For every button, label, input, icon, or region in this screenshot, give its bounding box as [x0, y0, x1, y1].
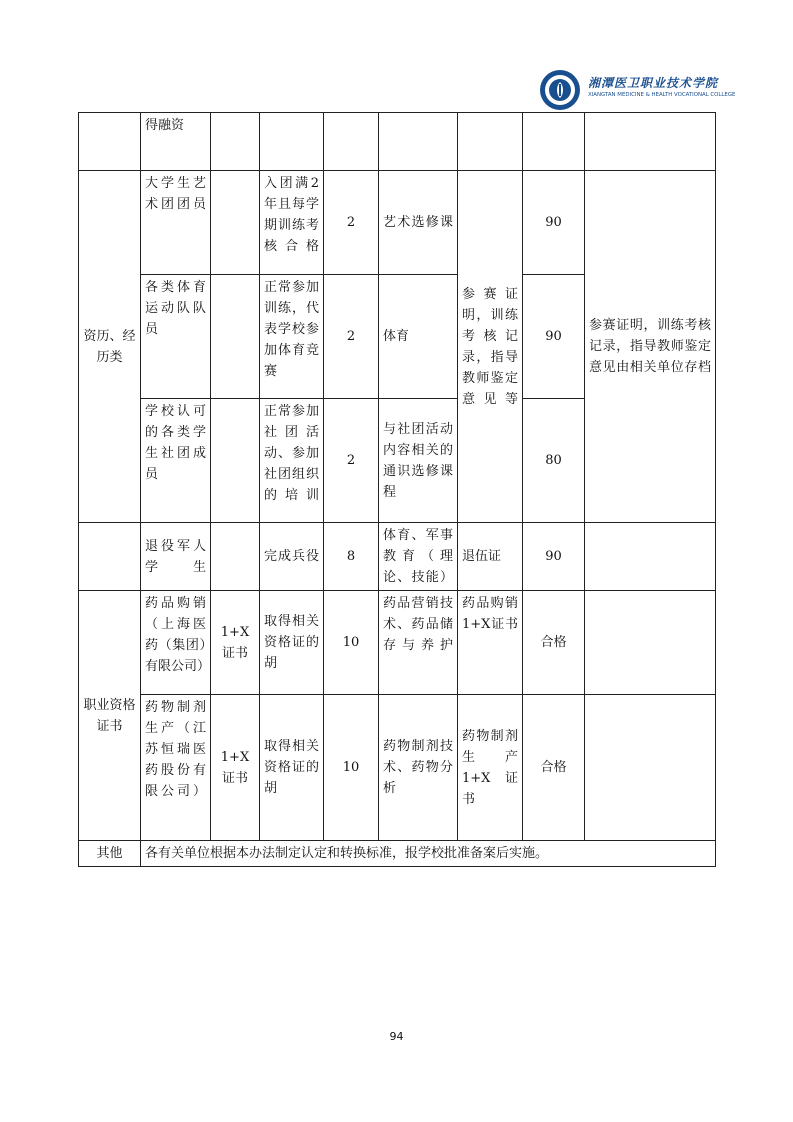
note-cell: 参赛证明，训练考核记录，指导教师鉴定意见由相关单位存档	[585, 171, 716, 523]
table-row	[79, 171, 716, 275]
category-cell: 其他	[79, 841, 141, 867]
evidence-cell: 药品购销 1+X证书	[458, 591, 523, 695]
score-cell: 90	[523, 275, 585, 399]
table-cell	[211, 399, 260, 523]
table-cell	[324, 113, 379, 171]
table-cell	[211, 113, 260, 171]
evidence-cell: 药物制剂生产 1+X 证书	[458, 695, 523, 841]
logo-text: 湘潭医卫职业技术学院	[588, 76, 719, 90]
credit-cell: 2	[324, 171, 379, 275]
table-row	[79, 841, 716, 867]
requirement-cell: 入团满2年且每学期训练考核合格	[260, 171, 324, 275]
requirement-cell: 取得相关资格证的胡	[260, 591, 324, 695]
course-cell: 与社团活动内容相关的通识选修课程	[379, 399, 458, 523]
course-cell: 药品营销技术、药品储存与养护	[379, 591, 458, 695]
table-cell	[585, 591, 716, 695]
table-cell	[523, 113, 585, 171]
credit-cell: 2	[324, 399, 379, 523]
table-cell	[458, 113, 523, 171]
requirement-cell: 取得相关资格证的胡	[260, 695, 324, 841]
table-cell	[585, 113, 716, 171]
table-cell	[379, 113, 458, 171]
table-cell	[79, 113, 141, 171]
table-cell	[211, 171, 260, 275]
item-name-cell: 药物制剂生产（江苏恒瑞医药股份有限公司）	[141, 695, 211, 841]
logo-subtitle: XIANGTAN MEDICINE & HEALTH VOCATIONAL COLLEGE	[588, 92, 736, 98]
table-row	[79, 113, 716, 171]
score-cell: 80	[523, 399, 585, 523]
item-name-cell: 学校认可的各类学生社团成员	[141, 399, 211, 523]
credit-conversion-table	[78, 112, 716, 867]
requirement-cell: 正常参加社团活动、参加社团组织的培训	[260, 399, 324, 523]
table-row	[79, 695, 716, 841]
table-cell	[79, 523, 141, 591]
course-cell: 药物制剂技术、药物分析	[379, 695, 458, 841]
score-cell: 90	[523, 171, 585, 275]
item-name-cell: 大学生艺术团团员	[141, 171, 211, 275]
other-text-cell: 各有关单位根据本办法制定认定和转换标准，报学校批准备案后实施。	[141, 841, 716, 867]
course-cell: 体育	[379, 275, 458, 399]
table-cell	[211, 275, 260, 399]
credit-cell: 10	[324, 695, 379, 841]
course-cell: 艺术选修课	[379, 171, 458, 275]
score-cell: 合格	[523, 695, 585, 841]
college-logo	[538, 68, 736, 112]
requirement-cell: 完成兵役	[260, 523, 324, 591]
college-seal-icon	[538, 68, 582, 112]
table-cell	[585, 695, 716, 841]
item-name-cell: 各类体育运动队队员	[141, 275, 211, 399]
table-row	[79, 523, 716, 591]
score-cell: 合格	[523, 591, 585, 695]
evidence-cell: 参赛证明，训练考核记录，指导教师鉴定意见等	[458, 171, 523, 523]
credit-cell: 10	[324, 591, 379, 695]
cert-type-cell: 1+X证书	[211, 695, 260, 841]
cert-type-cell: 1+X证书	[211, 591, 260, 695]
credit-cell: 8	[324, 523, 379, 591]
score-cell: 90	[523, 523, 585, 591]
table-cell	[260, 113, 324, 171]
credit-cell: 2	[324, 275, 379, 399]
table-row	[79, 591, 716, 695]
category-cell: 职业资格证书	[79, 591, 141, 841]
requirement-cell: 正常参加训练，代表学校参加体育竞赛	[260, 275, 324, 399]
table-cell	[211, 523, 260, 591]
course-cell: 体育、军事教育（理论、技能）	[379, 523, 458, 591]
page-number: 94	[389, 1030, 404, 1043]
item-name-cell: 退役军人学生	[141, 523, 211, 591]
table-cell	[585, 523, 716, 591]
table-cell: 得融资	[141, 113, 211, 171]
category-cell: 资历、经历类	[79, 171, 141, 523]
item-name-cell: 药品购销（上海医药（集团）有限公司）	[141, 591, 211, 695]
evidence-cell: 退伍证	[458, 523, 523, 591]
